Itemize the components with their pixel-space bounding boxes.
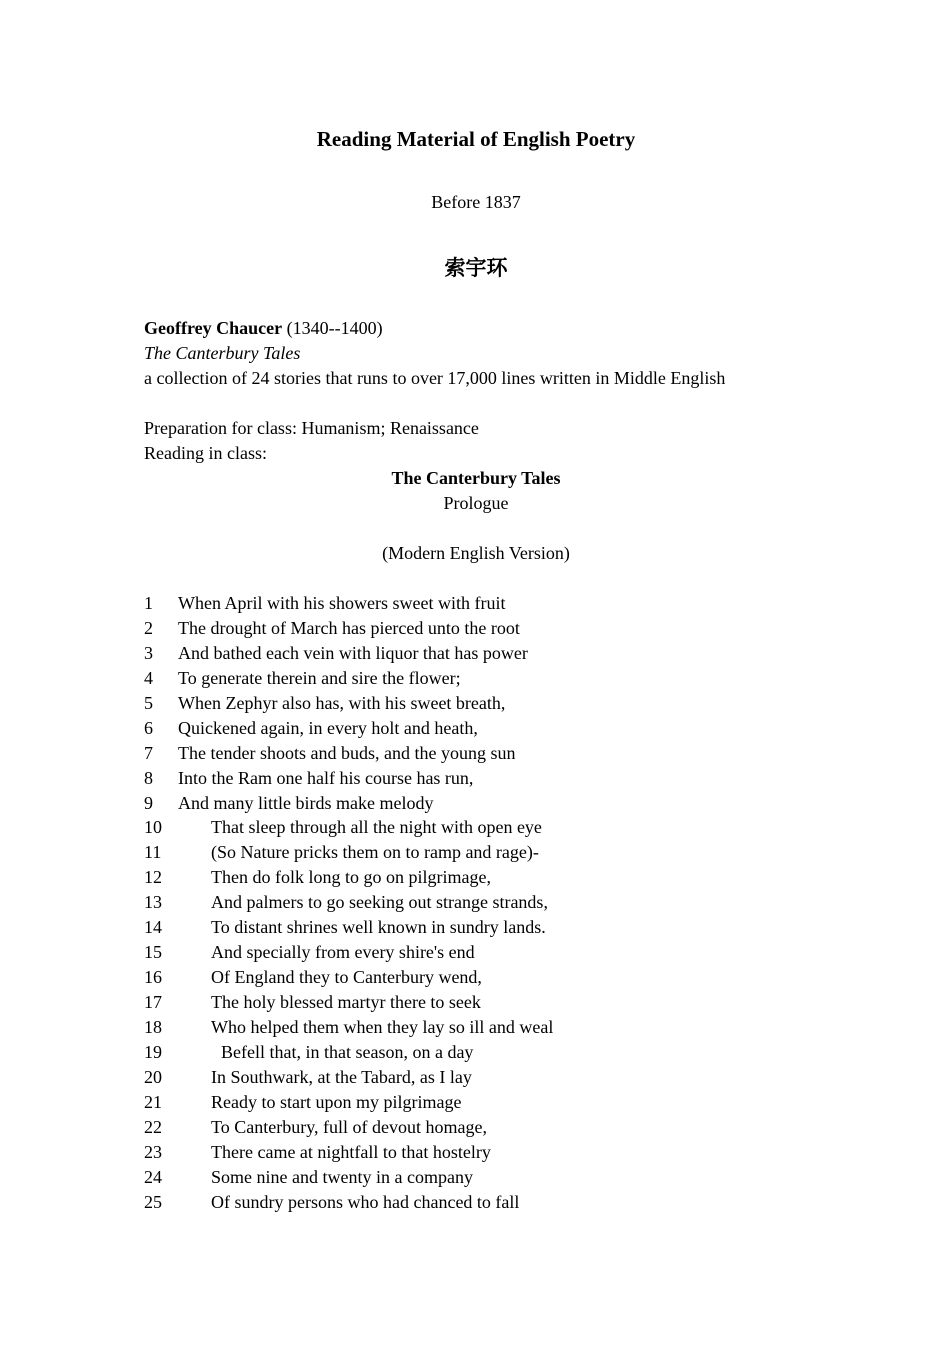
line-text: Ready to start upon my pilgrimage [211,1091,462,1112]
line-text: (So Nature pricks them on to ramp and rage)- [211,842,539,863]
poem-line [144,691,553,716]
poem-line [144,840,553,865]
line-text: Quickened again, in every holt and heath, [178,717,478,738]
line-number: 4 [144,667,153,688]
line-number: 22 [144,1116,162,1137]
reading-note: Reading in class: [144,443,267,463]
line-number: 15 [144,942,162,963]
line-text: To generate therein and sire the flower; [178,667,461,688]
poem-line [144,741,553,766]
line-text: And palmers to go seeking out strange strands, [211,892,548,913]
poet-dates: (1340--1400) [286,318,383,338]
line-number: 7 [144,742,153,763]
poem-line [144,791,553,816]
line-text: And specially from every shire's end [211,942,475,963]
poem-title: The Canterbury Tales [391,468,561,488]
document-author: 索宇环 [444,256,508,280]
poem-line [144,1165,553,1190]
line-text: When April with his showers sweet with fruit [178,593,506,613]
line-text: That sleep through all the night with open eye [211,817,542,838]
line-number: 19 [144,1041,162,1062]
poem-version: (Modern English Version) [382,543,570,563]
line-number: 10 [144,817,162,838]
poem-part: Prologue [443,493,509,513]
line-text: When Zephyr also has, with his sweet breath, [178,692,506,713]
poem-line [144,990,553,1015]
line-text: The holy blessed martyr there to seek [211,992,481,1012]
line-text: And many little birds make melody [178,792,434,813]
poem-line [144,1015,553,1040]
line-number: 1 [144,593,153,613]
line-text: The drought of March has pierced unto the root [178,617,520,638]
line-number: 17 [144,992,162,1012]
poet-heading [144,316,383,341]
poem-line [144,1140,553,1165]
document-title: Reading Material of English Poetry [316,127,636,151]
poem-line [144,1115,553,1140]
line-number: 18 [144,1016,162,1037]
poem-line [144,666,553,691]
poem-line [144,1090,553,1115]
poem-line [144,815,553,840]
poem-line [144,616,553,641]
line-number: 5 [144,692,153,713]
line-number: 24 [144,1166,162,1187]
line-text: To distant shrines well known in sundry lands. [211,917,546,938]
poem-line [144,591,553,616]
poem-line [144,1190,553,1215]
line-number: 12 [144,867,162,888]
poem-line [144,1040,553,1065]
line-text: Some nine and twenty in a company [211,1166,473,1187]
line-text: There came at nightfall to that hostelry [211,1141,491,1162]
poem-line [144,716,553,741]
line-text: The tender shoots and buds, and the young sun [178,742,516,763]
line-text: And bathed each vein with liquor that has power [178,642,528,663]
line-number: 2 [144,617,153,638]
line-text: In Southwark, at the Tabard, as I lay [211,1066,472,1087]
poem-line [144,1065,553,1090]
line-number: 23 [144,1141,162,1162]
poem-line [144,766,553,791]
line-text: Befell that, in that season, on a day [221,1041,474,1062]
line-number: 11 [144,842,162,863]
poem-line [144,915,553,940]
poem-line [144,940,553,965]
line-number: 13 [144,892,162,913]
work-title: The Canterbury Tales [144,343,301,363]
line-number: 3 [144,642,153,663]
line-number: 9 [144,792,153,813]
poem-line [144,965,553,990]
line-number: 25 [144,1191,162,1212]
line-number: 8 [144,767,153,788]
poet-name: Geoffrey Chaucer [144,318,283,338]
line-number: 14 [144,917,162,938]
preparation-note: Preparation for class: Humanism; Renaissance [144,418,479,438]
line-number: 6 [144,717,153,738]
work-description: a collection of 24 stories that runs to over 17,000 lines written in Middle English [144,368,726,388]
line-number: 16 [144,967,162,988]
poem-line [144,865,553,890]
line-text: To Canterbury, full of devout homage, [211,1116,488,1137]
line-text: Into the Ram one half his course has run, [178,767,474,788]
poem-line [144,890,553,915]
line-text: Who helped them when they lay so ill and weal [211,1016,554,1037]
poem-lines [144,591,553,1214]
line-number: 20 [144,1066,162,1087]
document-subtitle: Before 1837 [431,192,521,212]
line-text: Of England they to Canterbury wend, [211,967,482,988]
line-text: Of sundry persons who had chanced to fall [211,1191,520,1212]
line-number: 21 [144,1091,162,1112]
line-text: Then do folk long to go on pilgrimage, [211,867,491,888]
poem-line [144,641,553,666]
